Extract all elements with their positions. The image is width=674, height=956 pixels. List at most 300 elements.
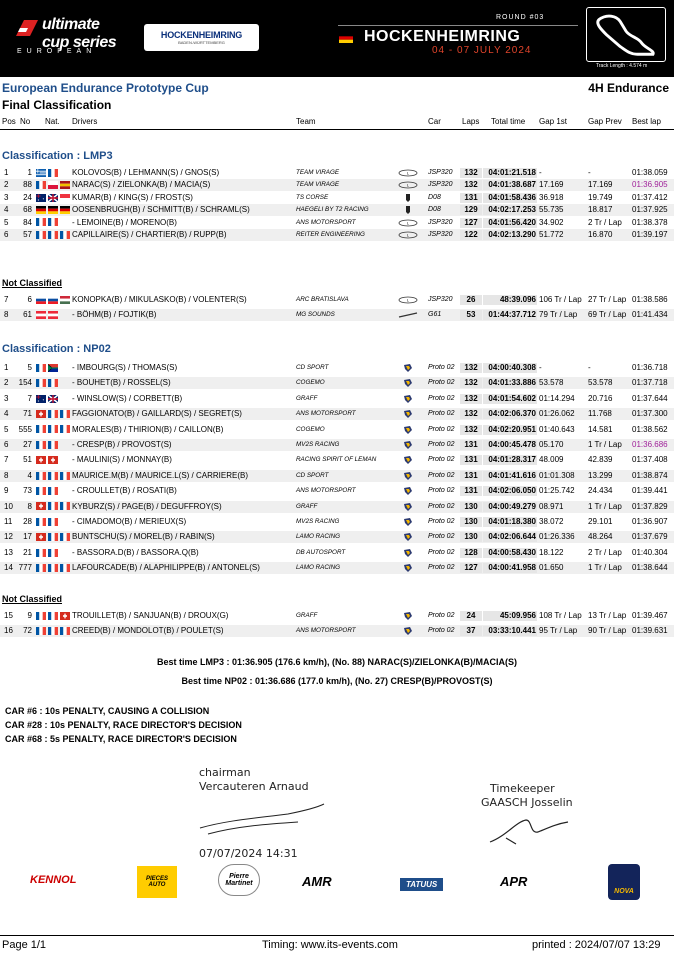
row-gap-prev: 18.817 [588,205,613,215]
row-car: JSP320 [428,218,453,226]
row-nationality-flags-icon [36,295,72,305]
row-car: Proto 02 [428,471,455,479]
row-gap-first: 53.578 [539,378,564,388]
row-team: GRAFF [296,502,318,510]
signature-date: 07/07/2024 14:31 [199,847,298,860]
svg-text:L: L [406,170,410,176]
row-drivers: - WINSLOW(S) / CORBETT(B) [72,393,183,403]
row-manufacturer-logo-icon [398,194,418,202]
table-row [0,470,674,482]
table-row [0,167,674,179]
penalty-3: CAR #68 : 5s PENALTY, RACE DIRECTOR'S DECISION [5,734,237,744]
penalty-2: CAR #28 : 10s PENALTY, RACE DIRECTOR'S DECISION [5,720,242,730]
section-lmp3-nc: Not Classified [2,278,63,288]
row-total-time: 04:00:41.958 [483,563,537,573]
row-team: MG SOUNDS [296,311,335,318]
row-gap-prev: 2 Tr / Lap [588,217,622,227]
row-gap-first: 01:01.308 [539,470,575,480]
row-gap-prev: - [588,168,591,177]
row-gap-first: 55.735 [539,205,564,215]
row-gap-first: 34.902 [539,217,564,227]
row-car: JSP320 [428,296,453,303]
row-laps: 132 [460,425,482,435]
row-pos: 1 [4,168,9,177]
row-gap-prev: 20.716 [588,393,613,403]
section-lmp3: Classification : LMP3 [2,150,113,162]
row-pos: 5 [4,217,9,227]
table-row [0,501,674,513]
row-laps: 131 [460,440,482,450]
row-gap-prev: 1 Tr / Lap [588,563,622,573]
row-laps: 131 [460,486,482,496]
row-total-time: 04:01:41.616 [483,471,537,481]
row-pos: 7 [4,295,9,304]
row-car-number: 88 [23,180,32,190]
row-gap-prev: 13 Tr / Lap [588,611,627,620]
penalty-1: CAR #6 : 10s PENALTY, CAUSING A COLLISION [5,706,210,716]
sponsor-kennol: KENNOL [30,874,77,886]
row-gap-prev: 29.101 [588,517,613,526]
row-best-lap: 01:37.644 [632,393,668,403]
row-gap-prev: 42.839 [588,455,613,465]
row-best-lap: 01:38.644 [632,563,668,573]
row-laps: 132 [460,394,482,404]
row-car: Proto 02 [428,612,455,619]
checkered-flag-icon [14,18,40,40]
row-total-time: 04:02:17.253 [483,205,537,215]
row-gap-first: 01:25.742 [539,486,575,496]
row-total-time: 45:09.956 [483,611,537,621]
row-manufacturer-logo-icon [398,206,418,214]
event-dates: 04 - 07 JULY 2024 [432,45,532,56]
row-best-lap: 01:36.686 [632,440,668,449]
row-team: DB AUTOSPORT [296,548,346,556]
row-best-lap: 01:37.925 [632,205,668,215]
table-row [0,393,674,405]
row-laps: 53 [460,310,482,320]
row-nationality-flags-icon [36,168,60,178]
table-row [0,179,674,191]
row-drivers: BUNTSCHU(S) / MOREL(B) / RABIN(S) [72,532,215,542]
row-pos: 4 [4,205,9,215]
row-car-number: 6 [27,295,32,304]
sponsor-pierre-martinet: Pierre Martinet [218,864,260,896]
row-laps: 130 [460,517,482,527]
table-row [0,217,674,229]
row-gap-prev: 19.749 [588,192,613,202]
row-gap-prev: - [588,363,591,372]
row-car-number: 5 [27,363,32,372]
table-row [0,531,674,543]
row-manufacturer-logo-icon [398,169,418,177]
row-best-lap: 01:39.197 [632,230,668,239]
row-car: D08 [428,193,441,201]
row-pos: 6 [4,440,9,449]
row-laps: 130 [460,532,482,542]
row-gap-first: 51.772 [539,230,564,239]
row-gap-first: 108 Tr / Lap [539,611,582,620]
row-drivers: - CIMADOMO(B) / MERIEUX(S) [72,517,187,526]
row-gap-prev: 16.870 [588,230,613,239]
row-team: CD SPORT [296,364,329,371]
row-total-time: 04:00:40.308 [483,363,537,373]
row-nationality-flags-icon [36,205,72,215]
col-best: Best lap [632,117,661,126]
row-nationality-flags-icon [36,486,60,496]
row-car-number: 51 [23,455,32,465]
row-laps: 37 [460,626,482,636]
sponsor-tatuus: TATUUS [400,878,443,891]
row-best-lap: 01:37.718 [632,378,668,388]
table-row [0,294,674,306]
section-np02-nc: Not Classified [2,594,63,604]
row-car: Proto 02 [428,533,455,541]
row-pos: 11 [4,517,13,526]
row-total-time: 04:02:06.050 [483,486,537,496]
circuit-logo-sub: BADEN-WÜRTTEMBERG [178,40,225,45]
table-row [0,377,674,389]
row-pos: 16 [4,626,13,635]
row-best-lap: 01:38.059 [632,168,668,177]
row-drivers: KONOPKA(B) / MIKULASKO(B) / VOLENTER(S) [72,295,247,304]
row-total-time: 04:02:20.951 [483,425,537,435]
row-nationality-flags-icon [36,517,60,527]
row-team: CD SPORT [296,471,329,479]
row-total-time: 03:33:10.441 [483,626,537,636]
row-best-lap: 01:38.562 [632,424,668,434]
row-laps: 127 [460,563,482,573]
row-car: Proto 02 [428,394,455,402]
row-best-lap: 01:40.304 [632,547,668,557]
row-pos: 14 [4,563,13,573]
row-pos: 7 [4,455,9,465]
row-car: Proto 02 [428,564,455,572]
row-manufacturer-logo-icon [398,612,418,620]
row-car-number: 17 [23,532,32,542]
row-manufacturer-logo-icon [398,181,418,189]
track-name: HOCKENHEIMRING [364,28,521,45]
table-row [0,562,674,574]
row-drivers: KYBURZ(S) / PAGE(B) / DEGUFFROY(S) [72,501,222,511]
row-gap-prev: 11.768 [588,409,612,419]
row-gap-prev: 17.169 [588,180,613,190]
table-row [0,408,674,420]
round-label: ROUND #03 [496,14,545,21]
row-gap-prev: 1 Tr / Lap [588,501,622,511]
row-laps: 24 [460,611,482,621]
col-laps: Laps [462,117,480,126]
chairman-title: chairman [199,766,251,779]
timekeeper-block [490,782,555,796]
row-laps: 127 [460,218,482,228]
row-best-lap: 01:38.586 [632,295,668,304]
row-best-lap: 01:36.907 [632,517,668,526]
row-nationality-flags-icon [36,440,60,450]
row-manufacturer-logo-icon [398,410,418,418]
footer-rule [0,935,674,936]
table-row [0,229,674,241]
series-name: ultimate cup series [42,16,117,51]
row-manufacturer-logo-icon [398,564,418,572]
row-gap-first: 48.009 [539,455,564,465]
row-best-lap: 01:38.874 [632,470,668,480]
row-total-time: 01:44:37.712 [483,310,537,320]
table-row [0,204,674,216]
row-nationality-flags-icon [36,611,72,621]
series-region: EUROPEAN [17,48,97,55]
row-total-time: 04:02:13.290 [483,230,537,240]
row-best-lap: 01:39.631 [632,626,668,635]
row-pos: 9 [4,486,9,496]
row-laps: 132 [460,363,482,373]
col-nat: Nat. [45,117,60,126]
row-gap-prev: 48.264 [588,532,613,542]
row-car: Proto 02 [428,627,455,634]
row-total-time: 04:00:45.478 [483,440,537,450]
row-best-lap: 01:41.434 [632,310,668,319]
row-nationality-flags-icon [36,180,72,190]
track-map-icon [586,7,666,62]
row-car-number: 27 [23,440,32,449]
row-laps: 131 [460,193,482,203]
row-manufacturer-logo-icon [398,549,418,557]
row-car-number: 7 [27,393,32,403]
row-car-number: 73 [23,486,32,496]
row-manufacturer-logo-icon [398,487,418,495]
row-team: COGEMO [296,425,325,433]
row-pos: 12 [4,532,13,542]
table-row [0,309,674,321]
row-drivers: - MAULINI(S) / MONNAY(B) [72,455,172,465]
row-nationality-flags-icon [36,548,60,558]
row-nationality-flags-icon [36,626,72,636]
row-total-time: 04:01:21.518 [483,168,537,178]
table-row [0,454,674,466]
row-manufacturer-logo-icon [398,441,418,449]
row-gap-prev: 14.581 [588,424,613,434]
row-pos: 10 [4,501,13,511]
sponsor-amr: AMR [302,874,332,889]
table-row [0,625,674,637]
row-total-time: 04:01:58.436 [483,193,537,203]
row-gap-first: 05.170 [539,440,564,449]
row-team: ANS MOTORSPORT [296,487,356,495]
row-drivers: TROUILLET(B) / SANJUAN(B) / DROUX(G) [72,611,229,620]
row-manufacturer-logo-icon [398,219,418,227]
row-pos: 8 [4,470,9,480]
row-gap-first: 01:14.294 [539,393,575,403]
row-team: REITER ENGINEERING [296,231,365,238]
row-car: Proto 02 [428,425,455,433]
row-nationality-flags-icon [36,471,72,481]
row-pos: 6 [4,230,9,239]
row-laps: 131 [460,471,482,481]
table-row [0,547,674,559]
table-row [0,485,674,497]
row-gap-first: 95 Tr / Lap [539,626,578,635]
row-drivers: MORALES(B) / THIRION(B) / CAILLON(B) [72,424,224,434]
row-gap-first: 38.072 [539,517,564,526]
row-manufacturer-logo-icon [398,627,418,635]
col-no: No [20,117,31,126]
page-subtitle: Final Classification [2,98,112,112]
row-car-number: 57 [23,230,32,239]
col-car: Car [428,117,441,126]
row-gap-prev: 69 Tr / Lap [588,310,627,319]
row-nationality-flags-icon [36,532,72,542]
row-gap-prev: 27 Tr / Lap [588,295,627,304]
row-car: G61 [428,311,442,318]
row-nationality-flags-icon [36,563,72,573]
row-team: ANS MOTORSPORT [296,627,356,634]
row-gap-prev: 1 Tr / Lap [588,440,622,449]
row-car-number: 555 [18,424,32,434]
row-nationality-flags-icon [36,363,60,373]
row-gap-first: 17.169 [539,180,564,190]
row-car-number: 1 [27,168,32,177]
printed-at: printed : 2024/07/07 13:29 [532,939,661,951]
row-manufacturer-logo-icon [398,456,418,464]
row-total-time: 48:39.096 [483,295,537,305]
row-nationality-flags-icon [36,218,60,228]
row-gap-prev: 24.434 [588,486,613,496]
row-car-number: 154 [18,378,32,388]
svg-text:L: L [406,182,410,188]
row-gap-prev: 13.299 [588,470,613,480]
circuit-logo-text: HOCKENHEIMRING [160,30,243,40]
row-car: Proto 02 [428,502,455,510]
chairman-signature-icon [198,800,328,840]
row-best-lap: 01:37.408 [632,455,668,465]
row-pos: 8 [4,310,9,319]
row-team: RACING SPIRIT OF LEMAN [296,456,377,464]
sponsor-strip [0,860,674,910]
row-team: TEAM VIRAGE [296,181,340,189]
row-best-lap: 01:37.300 [632,409,668,419]
row-nationality-flags-icon [36,409,72,419]
row-gap-first: - [539,168,542,177]
timekeeper-title: Timekeeper [490,782,555,795]
row-car-number: 28 [23,517,32,526]
row-manufacturer-logo-icon [398,231,418,239]
row-gap-first: - [539,363,542,372]
row-car: JSP320 [428,181,453,189]
row-total-time: 04:01:56.420 [483,218,537,228]
row-car-number: 84 [23,217,32,227]
row-team: HAEGELI BY T2 RACING [296,206,369,214]
row-best-lap: 01:37.829 [632,501,668,511]
event-name: 4H Endurance [588,81,669,95]
row-drivers: - BASSORA.D(B) / BASSORA.Q(B) [72,547,199,557]
row-team: MV2S RACING [296,518,340,525]
row-pos: 15 [4,611,13,620]
sponsor-nova: NOVA [608,864,640,900]
series-logo [14,14,126,58]
table-row [0,516,674,528]
row-pos: 2 [4,378,9,388]
row-manufacturer-logo-icon [398,311,418,319]
row-drivers: FAGGIONATO(B) / GAILLARD(S) / SEGRET(S) [72,409,242,419]
col-gapprev: Gap Prev [588,117,622,126]
row-team: ANS MOTORSPORT [296,218,356,226]
row-drivers: KUMAR(B) / KING(S) / FROST(S) [72,192,193,202]
row-gap-first: 106 Tr / Lap [539,295,582,304]
row-team: LAMO RACING [296,564,341,572]
row-best-lap: 01:36.718 [632,363,668,372]
row-gap-first: 01.650 [539,563,564,573]
row-team: GRAFF [296,612,318,619]
sponsor-pieces-auto: PIECES AUTO [137,866,177,898]
row-best-lap: 01:39.441 [632,486,668,496]
row-car: Proto 02 [428,548,455,556]
timekeeper-name: GAASCH Josselin [481,796,573,809]
table-row [0,362,674,374]
section-np02: Classification : NP02 [2,343,111,355]
header-banner [0,0,674,77]
germany-flag-icon [339,33,353,43]
row-car-number: 9 [27,611,32,620]
row-gap-prev: 2 Tr / Lap [588,547,622,557]
row-manufacturer-logo-icon [398,518,418,526]
row-team: LAMO RACING [296,533,341,541]
table-row [0,610,674,622]
page-title: European Endurance Prototype Cup [2,81,209,95]
row-nationality-flags-icon [36,394,60,404]
row-car: Proto 02 [428,456,455,464]
row-total-time: 04:00:58.430 [483,548,537,558]
row-gap-prev: 53.578 [588,378,613,388]
row-pos: 3 [4,393,9,403]
row-laps: 26 [460,295,482,305]
timing-credit: Timing: www.its-events.com [262,939,398,951]
page-number: Page 1/1 [2,939,47,951]
row-car-number: 72 [23,626,32,635]
row-gap-first: 01:40.643 [539,424,575,434]
row-laps: 132 [460,409,482,419]
header-divider [338,25,578,26]
row-car: D08 [428,206,441,214]
timekeeper-signature-icon [486,812,572,848]
row-drivers: NARAC(S) / ZIELONKA(B) / MACIA(S) [72,180,211,190]
row-car: Proto 02 [428,441,455,448]
row-laps: 132 [460,378,482,388]
row-gap-first: 18.122 [539,547,564,557]
col-pos: Pos [2,117,16,126]
row-drivers: CREED(B) / MONDOLOT(B) / POULET(S) [72,626,224,635]
row-nationality-flags-icon [36,378,60,388]
row-manufacturer-logo-icon [398,533,418,541]
row-drivers: LAFOURCADE(B) / ALAPHILIPPE(B) / ANTONEL(S) [72,563,260,573]
row-total-time: 04:01:38.687 [483,180,537,190]
row-total-time: 04:01:18.380 [483,517,537,527]
row-pos: 1 [4,363,9,372]
chairman-name: Vercauteren Arnaud [199,780,309,793]
row-nationality-flags-icon [36,193,72,203]
row-car-number: 24 [23,192,32,202]
row-drivers: - LEMOINE(B) / MORENO(B) [72,217,177,227]
row-total-time: 04:01:54.602 [483,394,537,404]
row-team: GRAFF [296,394,318,402]
svg-text:L: L [406,297,410,303]
row-drivers: - CRESP(B) / PROVOST(S) [72,440,172,449]
row-car: Proto 02 [428,518,455,525]
circuit-logo [144,24,259,51]
row-gap-prev: 90 Tr / Lap [588,626,627,635]
row-nationality-flags-icon [36,230,72,240]
row-manufacturer-logo-icon [398,472,418,480]
row-team: ANS MOTORSPORT [296,410,356,418]
col-total: Total time [491,117,526,126]
